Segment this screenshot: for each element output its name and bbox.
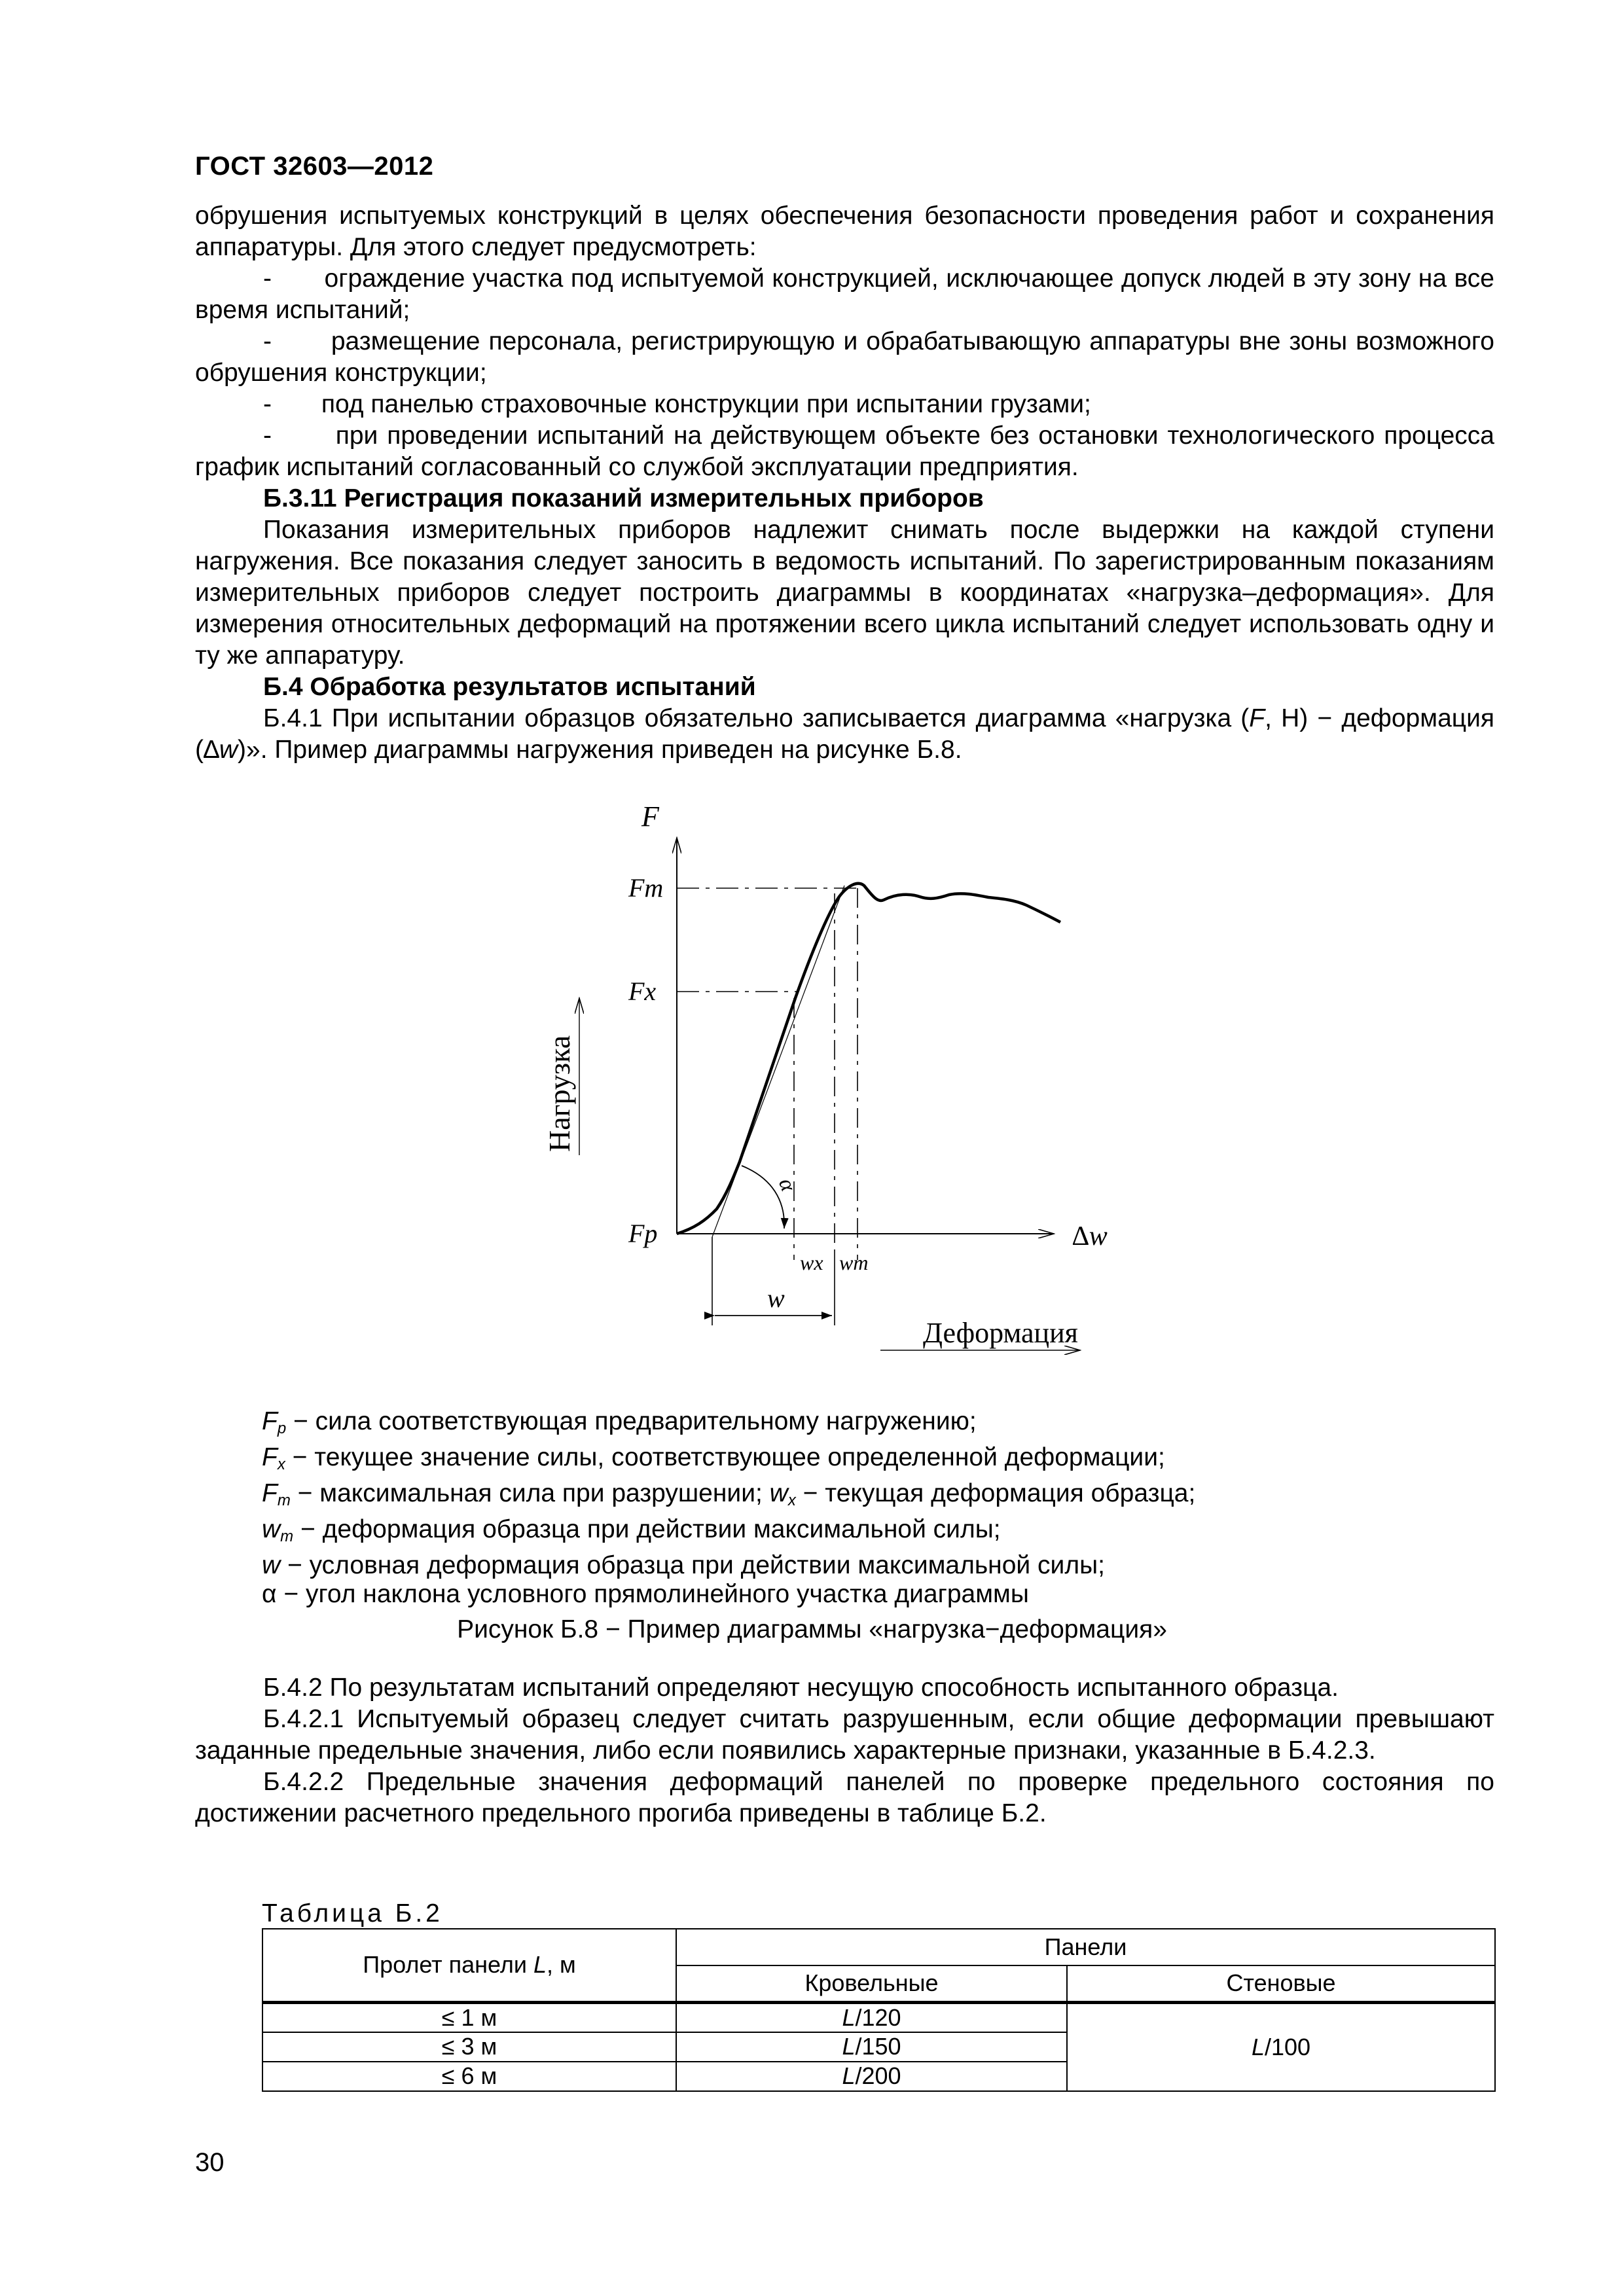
- cell-symbol: L: [1251, 2033, 1265, 2060]
- legend-symbol: w: [769, 1479, 788, 1507]
- diagram-svg: [537, 802, 1165, 1378]
- bullet-text: размещение персонала, регистрирующую и обрабатывающую аппаратуры вне зоны возможного обрушения конструкции;: [195, 327, 1494, 387]
- legend-subscript: p: [277, 1420, 287, 1437]
- label-Fm: Fm: [628, 873, 664, 903]
- roof-cell: [676, 2032, 1067, 2062]
- label-Fp: Fp: [628, 1219, 658, 1248]
- bullet-item: [195, 420, 1494, 483]
- span-cell: ≤ 1 м: [262, 2002, 676, 2032]
- cell-symbol: L: [842, 2003, 856, 2031]
- cell-symbol: L: [842, 2033, 856, 2060]
- label-Fx: Fx: [628, 977, 657, 1006]
- legend-item: [262, 1580, 1195, 1609]
- text-run: , Н) − деформация (∆: [195, 704, 1494, 764]
- text-run: )». Пример диаграммы нагружения приведен на рисунке Б.8.: [238, 736, 962, 764]
- span-cell: ≤ 6 м: [262, 2062, 676, 2091]
- body-text-top: [195, 200, 1494, 766]
- label-load-axis: Нагрузка: [543, 1035, 576, 1152]
- roof-header-cell: Кровельные: [676, 1965, 1067, 2002]
- legend-text: − максимальная сила при разрушении;: [290, 1479, 770, 1507]
- load-deformation-diagram: [537, 802, 1165, 1378]
- document-header: ГОСТ 32603—2012: [195, 152, 434, 181]
- bullet-dash: -: [263, 422, 272, 450]
- paragraph: обрушения испытуемых конструкций в целях обеспечения безопасности проведения работ и сохранения аппаратуры. Для этого следует предусмотреть:: [195, 202, 1494, 261]
- cell-value: /200: [855, 2062, 901, 2089]
- wall-cell: [1067, 2002, 1495, 2091]
- legend-symbol: F: [262, 1407, 278, 1435]
- legend-symbol: w: [262, 1551, 281, 1579]
- table-header-row: [262, 1929, 1495, 1965]
- bullet-item: [195, 389, 1494, 420]
- paragraph: [195, 703, 1494, 766]
- alpha-arc: [742, 1166, 784, 1229]
- label-alpha: α: [774, 1175, 801, 1195]
- header-text: , м: [547, 1951, 576, 1979]
- roof-cell: [676, 2002, 1067, 2032]
- legend-item: [262, 1515, 1195, 1551]
- label-dw: ∆w: [1072, 1221, 1108, 1251]
- paragraph: Б.4.2 По результатам испытаний определяют несущую способность испытанного образца.: [263, 1674, 1339, 1702]
- legend-subscript: m: [277, 1492, 291, 1509]
- label-deformation-axis: Деформация: [923, 1317, 1078, 1349]
- bullet-item: [195, 263, 1494, 326]
- figure-caption: Рисунок Б.8 − Пример диаграммы «нагрузка−деформация»: [457, 1615, 1167, 1643]
- load-curve: [677, 884, 1060, 1234]
- bullet-text: ограждение участка под испытуемой конструкцией, исключающее допуск людей в эту зону на все время испытаний;: [195, 264, 1494, 324]
- legend-subscript: m: [280, 1528, 294, 1545]
- legend-subscript: x: [277, 1456, 285, 1473]
- paragraph: Б.4.2.2 Предельные значения деформаций панелей по проверке предельного состояния по достижении расчетного предельного прогиба приведены в таблице Б.2.: [195, 1768, 1494, 1827]
- span-header-cell: [262, 1929, 676, 2002]
- label-wx: wx: [800, 1251, 823, 1274]
- bullet-dash: -: [263, 327, 272, 355]
- header-symbol: L: [533, 1951, 547, 1979]
- paragraph: Б.4.2.1 Испытуемый образец следует считать разрушенным, если общие деформации превышают заданные предельные значения, либо если появились характерные признаки, указанные в Б.4.2.3.: [195, 1705, 1494, 1765]
- legend-text: − условная деформация образца при действии максимальной силы;: [280, 1551, 1105, 1579]
- deformation-limits-table: [262, 1928, 1496, 2092]
- legend-item: [262, 1443, 1195, 1479]
- wall-header-cell: Стеновые: [1067, 1965, 1495, 2002]
- bullet-text: при проведении испытаний на действующем объекте без остановки технологического процесса график испытаний согласованный со службой эксплуатации предприятия.: [195, 422, 1494, 481]
- span-cell: ≤ 3 м: [262, 2032, 676, 2062]
- panels-header-cell: Панели: [676, 1929, 1495, 1965]
- legend-symbol: F: [262, 1479, 278, 1507]
- paragraph: Показания измерительных приборов надлежит снимать после выдержки на каждой ступени нагружения. Все показания следует заносить в ведомость испытаний. По зарегистрированным показаниям измерительных приборов следует построить диаграммы в координатах «нагрузка–деформация». Для измерения относительных деформаций на протяжении всего цикла испытаний следует использовать одну и ту же аппаратуру.: [195, 516, 1494, 670]
- legend-text: − угол наклона условного прямолинейного участка диаграммы: [276, 1580, 1029, 1608]
- table-row: [262, 2002, 1495, 2032]
- legend-symbol: α: [262, 1580, 277, 1608]
- table-caption: Таблица Б.2: [262, 1899, 443, 1928]
- legend-text: − текущая деформация образца;: [795, 1479, 1196, 1507]
- cell-value: /120: [855, 2003, 901, 2031]
- bullet-text: под панелью страховочные конструкции при испытании грузами;: [321, 390, 1091, 418]
- section-heading: Б.3.11 Регистрация показаний измерительных приборов: [263, 484, 984, 512]
- page-number: 30: [195, 2148, 225, 2177]
- label-w: w: [767, 1283, 785, 1313]
- figure-legend: [262, 1407, 1195, 1609]
- text-run: Б.4.1 При испытании образцов обязательно записывается диаграмма «нагрузка (: [263, 704, 1250, 732]
- header-text: Пролет панели: [363, 1951, 533, 1979]
- legend-symbol: w: [262, 1515, 281, 1543]
- cell-symbol: L: [842, 2062, 856, 2089]
- bullet-item: [195, 326, 1494, 389]
- section-heading: Б.4 Обработка результатов испытаний: [263, 673, 756, 701]
- bullet-dash: -: [263, 264, 272, 293]
- legend-text: − текущее значение силы, соответствующее определенной деформации;: [285, 1443, 1165, 1471]
- label-F: F: [641, 802, 659, 833]
- symbol-F: F: [1249, 704, 1265, 732]
- roof-cell: [676, 2062, 1067, 2091]
- symbol-w: w: [219, 736, 238, 764]
- cell-value: /150: [855, 2033, 901, 2060]
- legend-text: − сила соответствующая предварительному нагружению;: [286, 1407, 977, 1435]
- legend-symbol: F: [262, 1443, 278, 1471]
- legend-subscript: x: [787, 1492, 796, 1509]
- bullet-dash: -: [263, 390, 272, 418]
- legend-item: [262, 1479, 1195, 1515]
- legend-item: [262, 1551, 1195, 1580]
- legend-text: − деформация образца при действии максимальной силы;: [293, 1515, 1001, 1543]
- legend-item: [262, 1407, 1195, 1443]
- cell-value: /100: [1264, 2033, 1311, 2060]
- body-text-bottom: [195, 1672, 1494, 1829]
- label-wm: wm: [839, 1251, 869, 1274]
